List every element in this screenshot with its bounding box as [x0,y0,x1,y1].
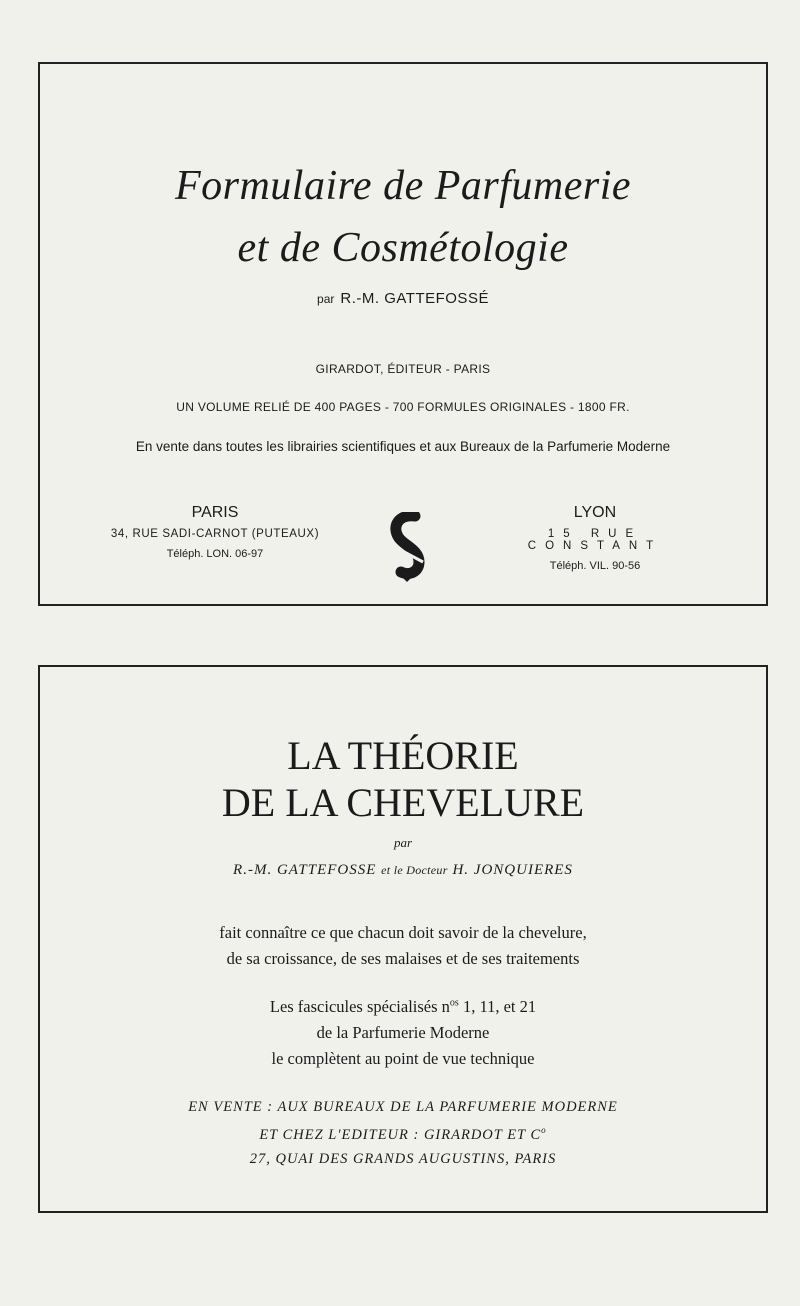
lyon-city: LYON [573,504,617,521]
ad2-desc-line1: fait connaître ce que chacun doit savoir de la chevelure, [219,923,587,942]
paris-address: 34, RUE SADI-CARNOT (PUTEAUX) [110,528,320,540]
ad2-vente-line2 [40,1125,766,1144]
stylized-s-logo-icon [385,512,429,584]
ad2-author2: H. JONQUIERES [452,862,573,878]
lyon-phone: Téléph. VIL. 90-56 [549,560,641,572]
ad2-desc-line2: de sa croissance, de ses malaises et de ses traitements [226,949,580,968]
ad2-title-line2: DE LA CHEVELURE [221,780,585,825]
ad2-fascicules-line3: le complètent au point de vue technique [271,1049,535,1068]
ad2-fascicules-line1 [40,997,766,1017]
ad2-author1: R.-M. GATTEFOSSE [233,862,377,878]
formulaire-advertisement [38,62,768,606]
ad2-vente-sup: o [541,1125,547,1135]
ad1-by: par [317,292,335,306]
ad2-fasc-sup: os [449,997,459,1009]
ad1-byline [40,290,766,307]
paris-phone: Téléph. LON. 06-97 [166,548,264,560]
paris-city: PARIS [191,504,239,521]
paris-office [100,504,330,560]
ad2-fasc-numbers: 1, 11, et 21 [458,997,537,1016]
ad2-title-line1: LA THÉORIE [287,733,519,778]
lyon-address: 15 RUE CONSTANT [527,528,663,552]
theorie-chevelure-advertisement [38,665,768,1213]
ad1-author: R.-M. GATTEFOSSÉ [340,290,489,307]
lyon-office [480,504,710,572]
ad1-title-line2: et de Cosmétologie [237,225,569,271]
ad2-vente-line3: 27, QUAI DES GRANDS AUGUSTINS, PARIS [249,1151,557,1167]
ad2-authors [40,862,766,879]
ad1-title-line1: Formulaire de Parfumerie [174,163,632,209]
ad1-publisher: GIRARDOT, ÉDITEUR - PARIS [315,362,491,376]
ad2-fasc-text: Les fascicules spécialisés n [269,997,450,1016]
ad2-fascicules-line2: de la Parfumerie Moderne [316,1023,490,1042]
ad1-volume: UN VOLUME RELIÉ DE 400 PAGES - 700 FORMULES ORIGINALES - 1800 FR. [176,400,630,414]
ad1-sale-notice: En vente dans toutes les librairies scientifiques et aux Bureaux de la Parfumerie Moderne [135,439,671,454]
ad2-vente-line1: EN VENTE : AUX BUREAUX DE LA PARFUMERIE MODERNE [188,1099,618,1115]
ad2-et-le: et le Docteur [381,863,448,877]
ad2-vente-publisher: ET CHEZ L'EDITEUR : GIRARDOT ET C [259,1126,542,1143]
ad2-by: par [393,835,413,850]
